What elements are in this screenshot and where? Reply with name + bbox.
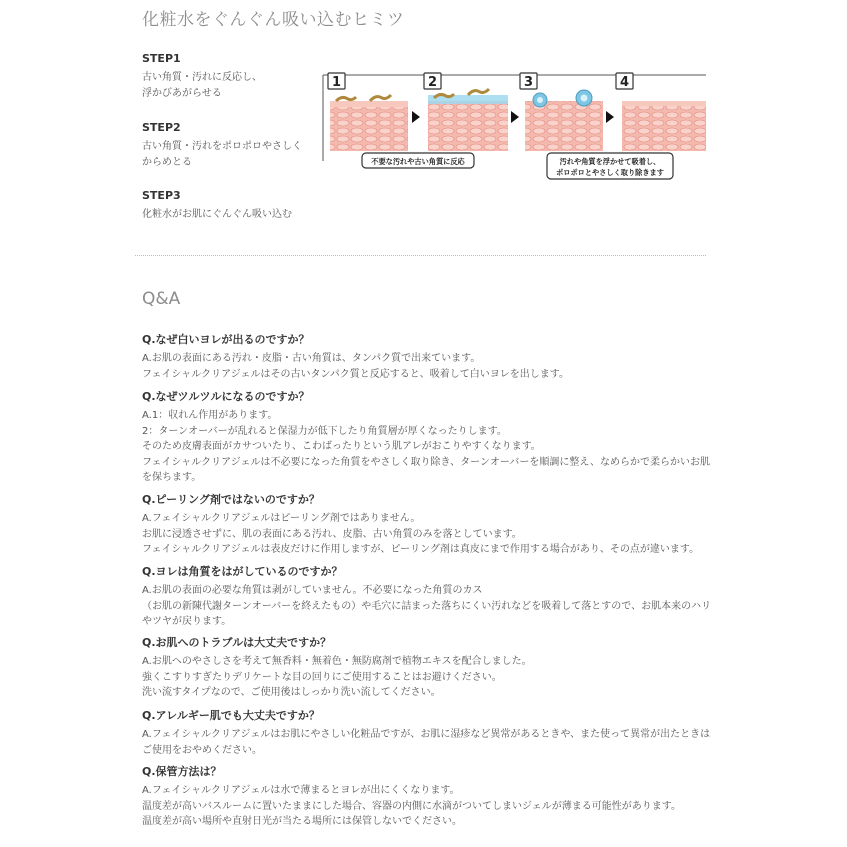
skin-layer <box>622 101 706 151</box>
answer-line: フェイシャルクリアジェルはその古いタンパク質と反応すると、吸着して白いヨレを出します。 <box>142 368 569 380</box>
qa-question: Q.ヨレは角質をはがしているのですか？ <box>142 565 343 578</box>
skin-diagram <box>322 71 706 183</box>
step1-line: 浮かびあがらせる <box>142 88 222 99</box>
answer-line: お肌に浸透させずに、肌の表面にある汚れ、皮脂、古い角質のみを落としています。 <box>142 528 522 540</box>
gel-bubble-core <box>581 95 588 102</box>
panel-number-1 <box>328 73 345 90</box>
answer-line: A.お肌の表面にある汚れ・皮脂・古い角質は、タンパク質で出来ています。 <box>142 353 481 364</box>
qa-answer <box>142 783 681 830</box>
page-title: 化粧水をぐんぐん吸い込むヒミツ <box>142 10 405 30</box>
dirt-flake <box>336 97 356 101</box>
answer-line: A.フェイシャルクリアジェルはお肌にやさしい化粧品ですが、お肌に湿疹など異常があるときや、また使って異常が出たときは <box>142 729 711 740</box>
qa-answer <box>142 654 532 701</box>
panel-number: 4 <box>619 75 630 90</box>
panel-2 <box>428 89 508 151</box>
answer-line: A.お肌の表面の必要な角質は剥がしていません。不必要になった角質のカス <box>142 585 483 596</box>
panel-number-2 <box>424 73 441 90</box>
qa-answer <box>142 583 711 630</box>
skin-surface <box>330 101 408 107</box>
qa-question: Q.お肌へのトラブルは大丈夫ですか？ <box>142 636 332 649</box>
answer-line: A.1：収れん作用があります。 <box>142 410 278 421</box>
caption-right-line: ポロポロとやさしく取り除きます <box>556 168 664 177</box>
panel-4 <box>622 101 706 151</box>
arrow-icon <box>511 111 519 123</box>
panel-number: 3 <box>523 75 534 90</box>
step3-title: STEP3 <box>142 189 181 202</box>
answer-line: フェイシャルクリアジェルは不必要になった角質をやさしく取り除き、ターンオーバーを順調に整え、なめらかで柔らかいお肌 <box>142 456 710 468</box>
step2-line: からめとる <box>142 157 192 168</box>
arrow-icon <box>606 111 614 123</box>
skin-layer <box>525 101 603 151</box>
dirt-flake <box>468 89 489 95</box>
qa-question: Q.なぜ白いヨレが出るのですか？ <box>142 333 310 346</box>
answer-line: A.お肌へのやさしさを考えて無香料・無着色・無防腐剤で植物エキスを配合しました。 <box>142 656 532 667</box>
step3-line: 化粧水がお肌にぐんぐん吸い込む <box>142 209 292 220</box>
skin-layer <box>330 101 408 151</box>
qa-question: Q.なぜツルツルになるのですか？ <box>142 390 310 403</box>
skin-layer <box>428 101 508 151</box>
answer-line: 温度差が高いバスルームに置いたままにした場合、容器の内側に水滴がついてしまいジェルが薄まる可能性があります。 <box>142 800 681 812</box>
skin-surface <box>622 101 706 106</box>
panel-number: 1 <box>331 75 342 90</box>
qa-answer <box>142 408 710 486</box>
step1-title: STEP1 <box>142 52 181 65</box>
qa-question: Q.ピーリング剤ではないのですか？ <box>142 493 320 506</box>
qa-title: Q&A <box>142 289 181 309</box>
step2-title: STEP2 <box>142 121 181 134</box>
answer-line: A.フェイシャルクリアジェルはピーリング剤ではありません。 <box>142 513 421 524</box>
qa-answer <box>142 727 710 758</box>
answer-line: やツヤが戻ります。 <box>142 616 232 628</box>
panel-number-4 <box>616 73 633 90</box>
caption-left: 不要な汚れや古い角質に反応 <box>371 157 465 166</box>
panel-1 <box>330 95 408 151</box>
step1-line: 古い角質・汚れに反応し、 <box>142 72 262 83</box>
answer-line: 洗い流すタイプなので、ご使用後はしっかり洗い流してください。 <box>142 687 441 699</box>
dirt-flake <box>370 95 391 101</box>
panel-3 <box>525 90 603 151</box>
step3-desc <box>142 207 292 223</box>
answer-line: 2：ターンオーバーが乱れると保湿力が低下したり角質層が厚くなったりします。 <box>142 425 507 437</box>
answer-line: 強くこすりすぎたりデリケートな目の回りにご使用することはお避けください。 <box>142 671 502 683</box>
answer-line: （お肌の新陳代謝ターンオーバーを終えたもの）や毛穴に詰まった落ちにくい汚れなどを吸着して落とすので、お肌本来のハリ <box>142 600 712 612</box>
caption-right-line: 汚れや角質を浮かせて吸着し、 <box>559 157 661 166</box>
qa-answer <box>142 511 699 558</box>
panel-number-3 <box>520 73 537 90</box>
qa-answer <box>142 351 569 382</box>
gel-bubble-core <box>537 97 543 103</box>
answer-line: を保ちます。 <box>142 472 202 484</box>
divider <box>135 255 706 256</box>
answer-line: 温度差が高い場所や直射日光が当たる場所には保管しないでください。 <box>142 816 462 828</box>
answer-line: A.フェイシャルクリアジェルは水で薄まるとヨレが出にくくなります。 <box>142 785 460 796</box>
qa-question: Q.アレルギー肌でも大丈夫ですか？ <box>142 709 320 722</box>
arrow-icon <box>412 111 420 123</box>
step2-desc <box>142 139 302 171</box>
panel-number: 2 <box>427 75 438 90</box>
answer-line: フェイシャルクリアジェルは表皮だけに作用しますが、ピーリング剤は真皮にまで作用する場合があり、その点が違います。 <box>142 544 700 556</box>
answer-line: ご使用をおやめください。 <box>142 744 262 756</box>
gel-layer <box>428 95 508 104</box>
answer-line: そのため皮膚表面がカサついたり、こわばったりという肌アレがおこりやすくなります。 <box>142 441 541 453</box>
step1-desc <box>142 70 262 102</box>
step2-line: 古い角質・汚れをポロポロやさしく <box>142 141 302 152</box>
qa-question: Q.保管方法は？ <box>142 765 222 778</box>
